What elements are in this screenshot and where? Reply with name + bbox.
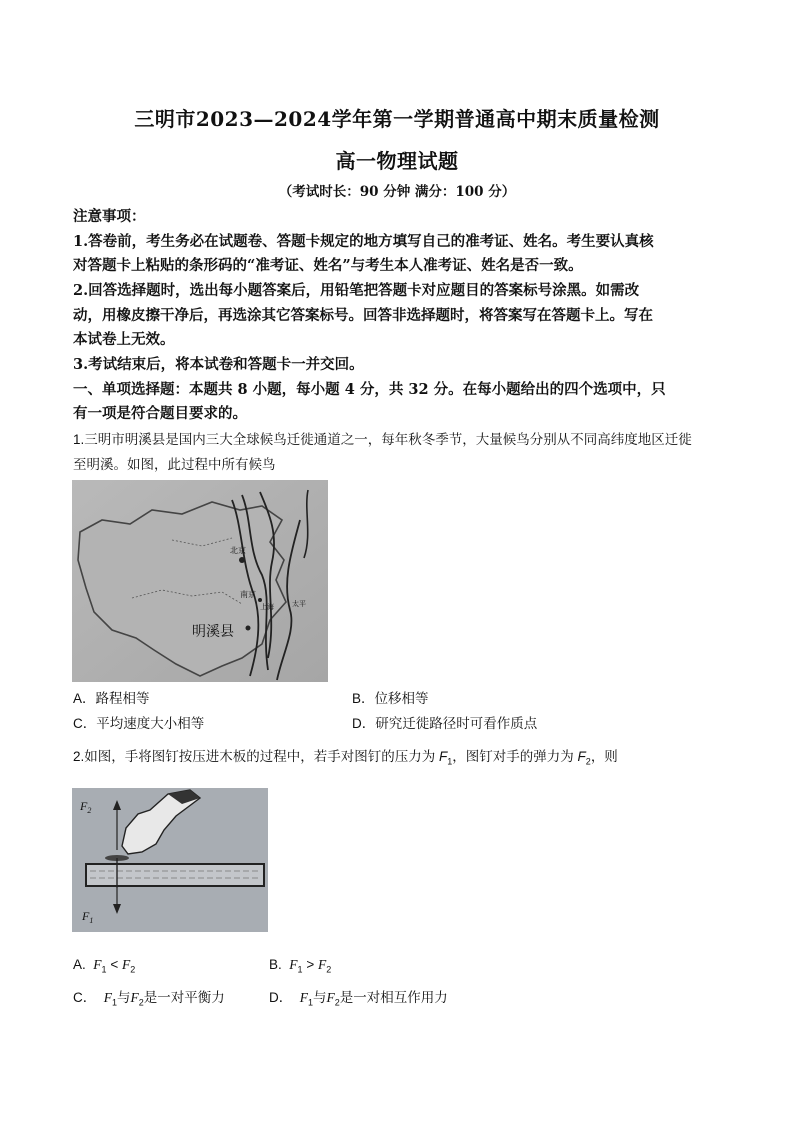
q1-option-c: C．平均速度大小相等 <box>73 716 205 731</box>
q2-stem: 2.如图，手将图钉按压进木板的过程中，若手对图钉的压力为 $F_1$，图钉对手的弹力为 $F_2$，则 <box>73 749 618 767</box>
section-heading-cont: 有一项是符合题目要求的。 <box>73 405 247 422</box>
map-label-beijing: 北京 <box>230 546 246 555</box>
q1-stem: 1.三明市明溪县是国内三大全球候鸟迁徙通道之一，每年秋冬季节，大量候鸟分别从不同高纬度地区迁徙 <box>73 432 692 447</box>
note-line: 动，用橡皮擦干净后，再选涂其它答案标号。回答非选择题时，将答案写在答题卡上。写在 <box>73 307 653 324</box>
note-line: 2.回答选择题时，选出每小题答案后，用铅笔把答题卡对应题目的答案标号涂黑。如需改 <box>73 282 640 299</box>
q2-option-d: D． $F_1$与$F_2$是一对相互作用力 <box>269 990 448 1008</box>
section-heading: 一、单项选择题：本题共 8 小题，每小题 4 分，共 32 分。在每小题给出的四个选项中，只 <box>73 381 666 398</box>
notes-heading: 注意事项： <box>73 208 146 225</box>
f1-label: $F_1$ <box>82 909 94 925</box>
note-line: 本试卷上无效。 <box>73 331 175 348</box>
beijing-marker <box>239 557 245 563</box>
note-line: 3.考试结束后，将本试卷和答题卡一并交回。 <box>73 356 364 373</box>
exam-duration: （考试时长：90 分钟 满分：100 分） <box>278 184 516 200</box>
q2-option-b: B. $F_1 > F_2$ <box>269 957 332 975</box>
map-label-mingxi: 明溪县 <box>192 624 234 640</box>
map-label-shanghai: 上海 <box>260 603 274 611</box>
q1-option-d: D．研究迁徙路径时可看作质点 <box>352 716 538 731</box>
map-label-taiping: 太平 <box>292 600 306 608</box>
f2-label: $F_2$ <box>80 799 92 815</box>
q2-option-c: C． $F_1$与$F_2$是一对平衡力 <box>73 990 225 1008</box>
wood-board <box>86 864 264 886</box>
exam-subtitle: 高一物理试题 <box>335 149 459 173</box>
note-line: 1.答卷前，考生务必在试题卷、答题卡规定的地方填写自己的准考证、姓名。考生要认真核 <box>73 233 654 250</box>
map-label-nanjing: 南京 <box>240 590 256 599</box>
q1-migration-map <box>72 480 328 682</box>
q1-stem-cont: 至明溪。如图，此过程中所有候鸟 <box>73 457 276 472</box>
note-line: 对答题卡上粘贴的条形码的“准考证、姓名”与考生本人准考证、姓名是否一致。 <box>73 257 583 274</box>
mingxi-marker <box>246 626 251 631</box>
q1-option-a: A．路程相等 <box>73 691 150 706</box>
q2-thumbtack-figure <box>72 788 268 932</box>
q1-option-b: B．位移相等 <box>352 691 429 706</box>
exam-title: 三明市2023—2024学年第一学期普通高中期末质量检测 <box>134 107 660 131</box>
q2-option-a: A. $F_1 < F_2$ <box>73 957 136 975</box>
